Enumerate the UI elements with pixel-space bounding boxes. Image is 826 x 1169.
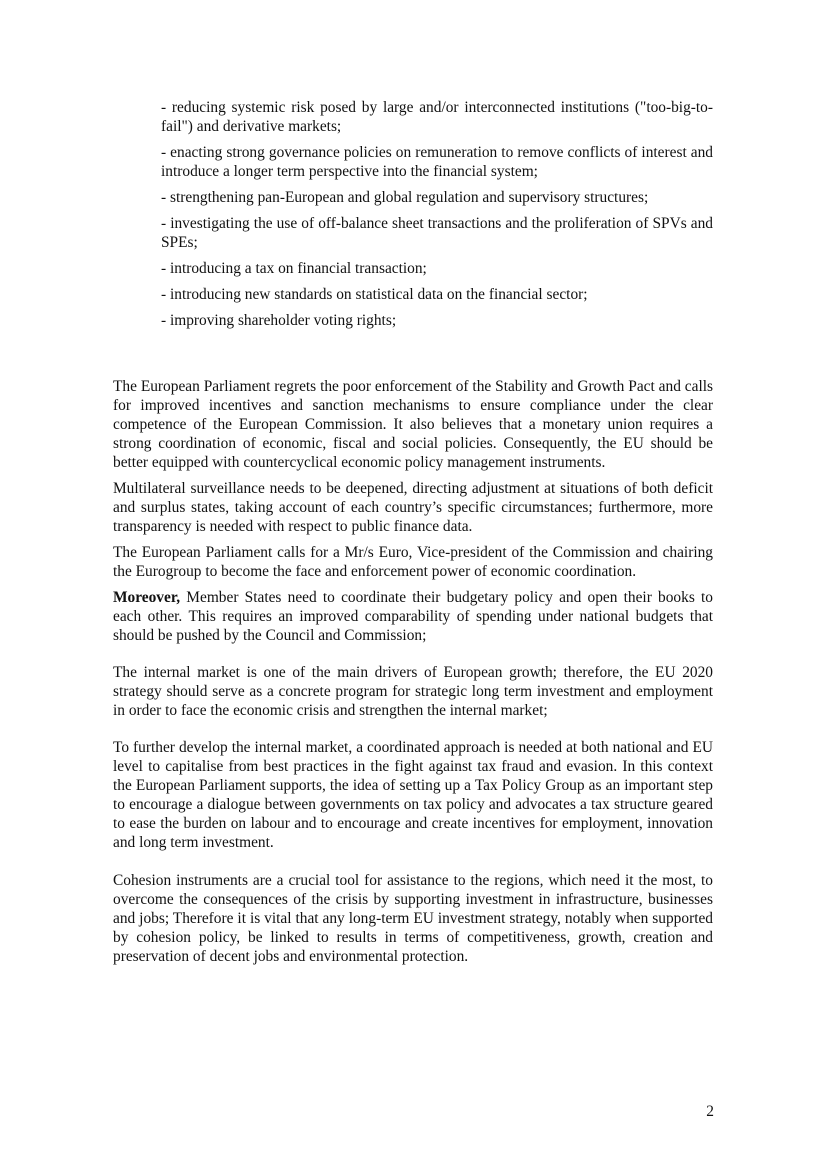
paragraph-tax-policy: To further develop the internal market, a coordinated approach is needed at both national and EU level to capitalise from best practices in the fight against tax fraud and evasion. In this context the European Parliament supports, the idea of setting up a Tax Policy Group as an important step to encourage a dialogue between governments on tax policy and advocates a tax structure geared to ease the burden on labour and to encourage and create incentives for employment, innovation and long term investment. xyxy=(113,739,713,851)
bullet-item: - enacting strong governance policies on remuneration to remove conflicts of interest and introduce a longer term perspective into the financial system; xyxy=(161,144,713,180)
paragraph-mr-euro: The European Parliament calls for a Mr/s Euro, Vice-president of the Commission and chairing the Eurogroup to become the face and enforcement power of economic coordination. xyxy=(113,544,713,580)
page-number: 2 xyxy=(706,1103,714,1120)
paragraph-multilateral-surveillance: Multilateral surveillance needs to be deepened, directing adjustment at situations of both deficit and surplus states, taking account of each country’s specific circumstances; furthermore, more transparency is needed with respect to public finance data. xyxy=(113,480,713,535)
bullet-item: - investigating the use of off-balance sheet transactions and the proliferation of SPVs and SPEs; xyxy=(161,215,713,251)
bullet-item: - strengthening pan-European and global regulation and supervisory structures; xyxy=(161,189,649,206)
moreover-lead: Moreover, xyxy=(113,589,181,606)
bullet-item: - introducing a tax on financial transaction; xyxy=(161,260,427,277)
paragraph-moreover xyxy=(113,588,713,645)
paragraph-cohesion: Cohesion instruments are a crucial tool for assistance to the regions, which need it the most, to overcome the consequences of the crisis by supporting investment in infrastructure, businesses and jobs; Therefore it is vital that any long-term EU investment strategy, notably when supported by cohesion policy, be linked to results in terms of competitiveness, growth, creation and preservation of decent jobs and environmental protection. xyxy=(113,872,713,965)
bullet-list xyxy=(161,98,713,337)
body-text xyxy=(113,377,713,973)
bullet-item: - improving shareholder voting rights; xyxy=(161,312,397,329)
bullet-item: - reducing systemic risk posed by large and/or interconnected institutions ("too-big-to-fail") and derivative markets; xyxy=(161,99,713,135)
bullet-item: - introducing new standards on statistical data on the financial sector; xyxy=(161,286,588,303)
moreover-text: Member States need to coordinate their budgetary policy and open their books to each other. This requires an improved comparability of spending under national budgets that should be pushed by the Council and Commission; xyxy=(113,589,713,644)
paragraph-internal-market: The internal market is one of the main drivers of European growth; therefore, the EU 2020 strategy should serve as a concrete program for strategic long term investment and employment in order to face the economic crisis and strengthen the internal market; xyxy=(113,664,713,719)
paragraph-stability-pact: The European Parliament regrets the poor enforcement of the Stability and Growth Pact and calls for improved incentives and sanction mechanisms to ensure compliance under the clear competence of the European Commission. It also believes that a monetary union requires a strong coordination of economic, fiscal and social policies. Consequently, the EU should be better equipped with countercyclical economic policy management instruments. xyxy=(113,378,713,471)
